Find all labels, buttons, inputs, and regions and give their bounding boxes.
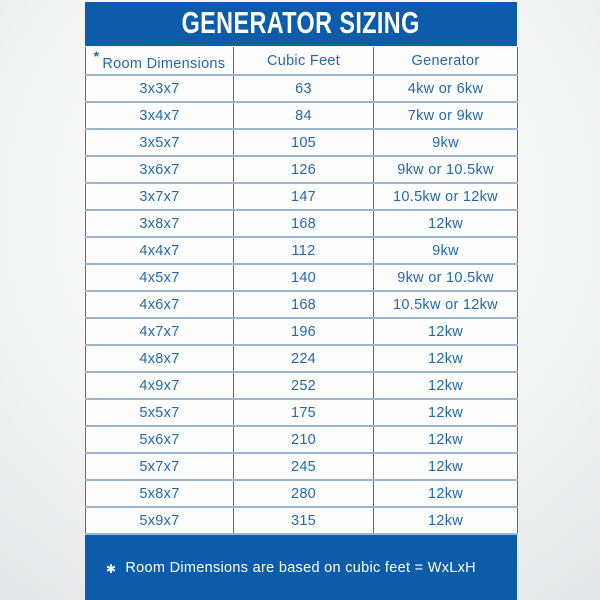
table-row xyxy=(86,237,518,264)
footnote xyxy=(85,535,517,600)
room-dimensions-cell: 4x4x7 xyxy=(86,237,234,264)
table-row xyxy=(86,426,518,453)
generator-cell: 10.5kw or 12kw xyxy=(374,183,518,210)
table-row xyxy=(86,345,518,372)
table-row xyxy=(86,372,518,399)
page-title: GENERATOR SIZING xyxy=(181,6,421,41)
asterisk-marker: * xyxy=(93,48,100,65)
generator-cell: 10.5kw or 12kw xyxy=(374,291,518,318)
room-dimensions-cell: 3x5x7 xyxy=(86,129,234,156)
generator-cell: 12kw xyxy=(374,399,518,426)
room-dimensions-cell: 4x6x7 xyxy=(86,291,234,318)
generator-cell: 12kw xyxy=(374,507,518,534)
generator-cell: 12kw xyxy=(374,318,518,345)
cubic-feet-cell: 84 xyxy=(234,102,374,129)
cubic-feet-cell: 63 xyxy=(234,75,374,102)
cubic-feet-cell: 245 xyxy=(234,453,374,480)
room-dimensions-cell: 3x3x7 xyxy=(86,75,234,102)
cubic-feet-cell: 168 xyxy=(234,210,374,237)
room-dimensions-cell: 5x6x7 xyxy=(86,426,234,453)
room-dimensions-cell: 5x7x7 xyxy=(86,453,234,480)
title-banner xyxy=(85,2,517,46)
table-row xyxy=(86,210,518,237)
col-header-generator: Generator xyxy=(374,47,518,75)
cubic-feet-cell: 105 xyxy=(234,129,374,156)
footnote-star-icon: ✱ xyxy=(106,561,117,576)
table-row xyxy=(86,183,518,210)
cubic-feet-cell: 140 xyxy=(234,264,374,291)
generator-cell: 9kw xyxy=(374,129,518,156)
table-row xyxy=(86,399,518,426)
cubic-feet-cell: 252 xyxy=(234,372,374,399)
cubic-feet-cell: 147 xyxy=(234,183,374,210)
table-row xyxy=(86,507,518,534)
table-row xyxy=(86,102,518,129)
room-dimensions-cell: 5x9x7 xyxy=(86,507,234,534)
generator-cell: 12kw xyxy=(374,210,518,237)
cubic-feet-cell: 126 xyxy=(234,156,374,183)
room-dimensions-cell: 4x5x7 xyxy=(86,264,234,291)
room-dimensions-cell: 3x7x7 xyxy=(86,183,234,210)
cubic-feet-cell: 175 xyxy=(234,399,374,426)
cubic-feet-cell: 280 xyxy=(234,480,374,507)
generator-cell: 4kw or 6kw xyxy=(374,75,518,102)
footnote-text: Room Dimensions are based on cubic feet = WxLxH xyxy=(125,559,476,576)
cubic-feet-cell: 168 xyxy=(234,291,374,318)
cubic-feet-cell: 196 xyxy=(234,318,374,345)
table-row xyxy=(86,480,518,507)
generator-cell: 12kw xyxy=(374,345,518,372)
table-row xyxy=(86,264,518,291)
room-dimensions-cell: 5x8x7 xyxy=(86,480,234,507)
table-body xyxy=(86,75,518,534)
col-header-room-dimensions-label: Room Dimensions xyxy=(102,55,226,72)
generator-cell: 9kw or 10.5kw xyxy=(374,264,518,291)
table-row xyxy=(86,453,518,480)
table-row xyxy=(86,156,518,183)
col-header-room-dimensions xyxy=(86,47,234,75)
generator-sizing-table xyxy=(85,47,518,535)
room-dimensions-cell: 3x6x7 xyxy=(86,156,234,183)
room-dimensions-cell: 5x5x7 xyxy=(86,399,234,426)
cubic-feet-cell: 315 xyxy=(234,507,374,534)
generator-cell: 9kw xyxy=(374,237,518,264)
generator-cell: 7kw or 9kw xyxy=(374,102,518,129)
generator-cell: 9kw or 10.5kw xyxy=(374,156,518,183)
generator-cell: 12kw xyxy=(374,453,518,480)
generator-cell: 12kw xyxy=(374,480,518,507)
table-row xyxy=(86,318,518,345)
cubic-feet-cell: 210 xyxy=(234,426,374,453)
room-dimensions-cell: 4x9x7 xyxy=(86,372,234,399)
table-row xyxy=(86,75,518,102)
table-row xyxy=(86,129,518,156)
room-dimensions-cell: 3x8x7 xyxy=(86,210,234,237)
cubic-feet-cell: 224 xyxy=(234,345,374,372)
room-dimensions-cell: 4x7x7 xyxy=(86,318,234,345)
col-header-cubic-feet: Cubic Feet xyxy=(234,47,374,75)
table-row xyxy=(86,291,518,318)
room-dimensions-cell: 4x8x7 xyxy=(86,345,234,372)
generator-cell: 12kw xyxy=(374,426,518,453)
table-header xyxy=(86,47,518,75)
cubic-feet-cell: 112 xyxy=(234,237,374,264)
header-row xyxy=(86,47,518,75)
room-dimensions-cell: 3x4x7 xyxy=(86,102,234,129)
generator-cell: 12kw xyxy=(374,372,518,399)
generator-sizing-card xyxy=(85,0,517,600)
